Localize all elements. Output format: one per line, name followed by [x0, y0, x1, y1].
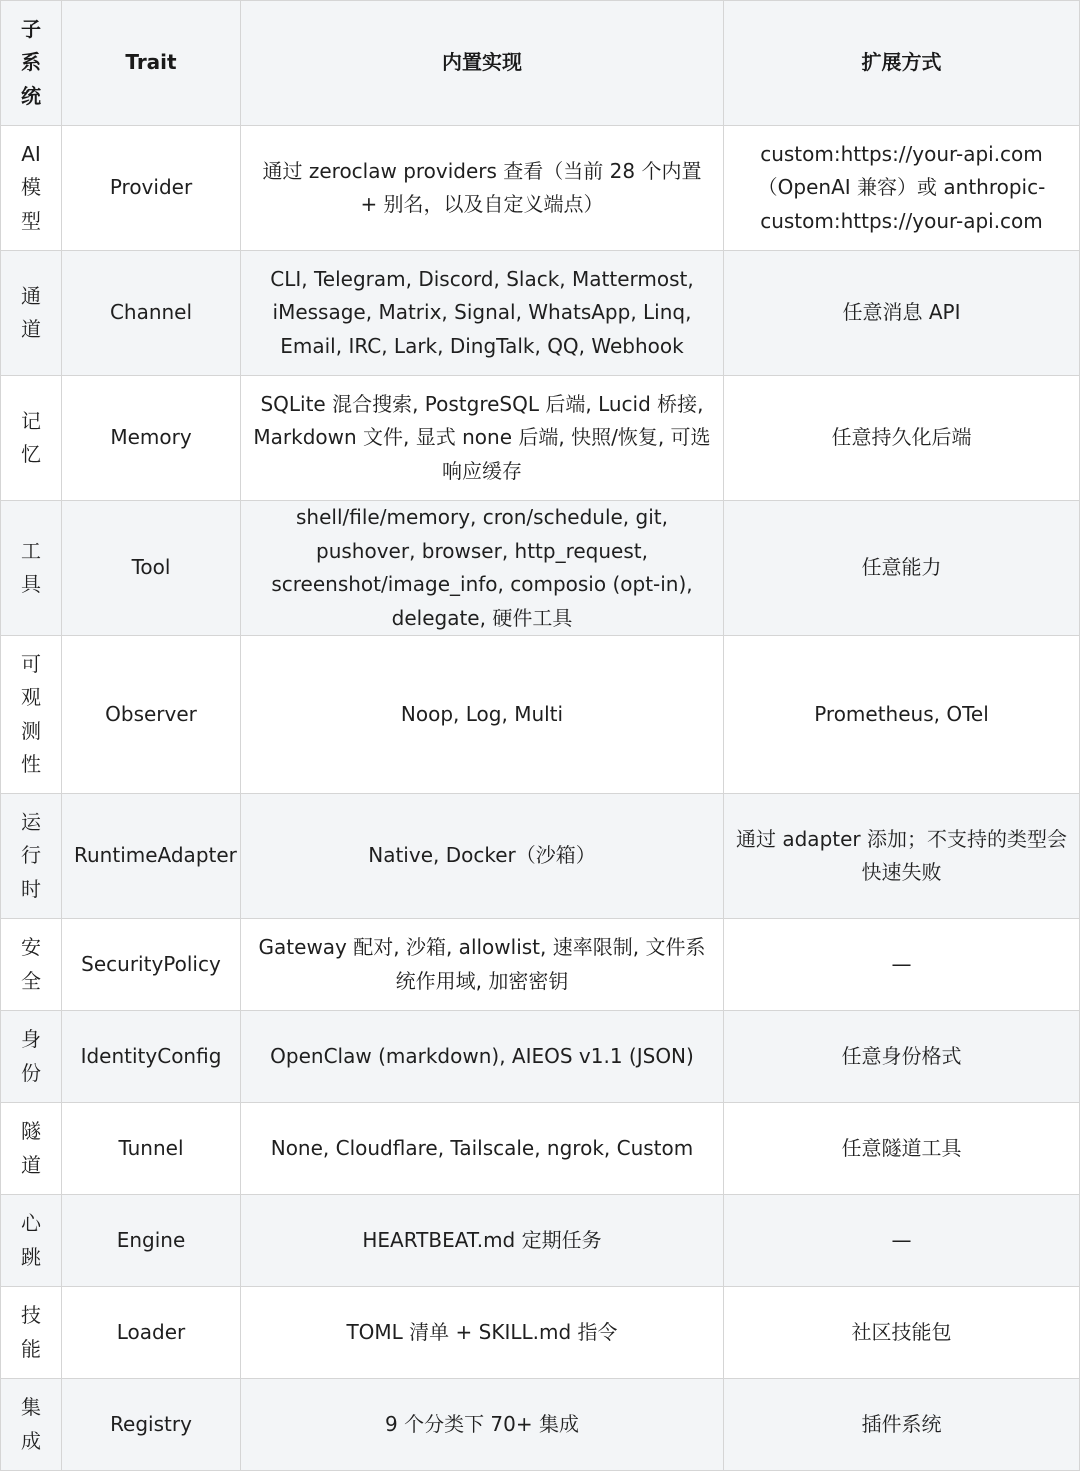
- cell-trait: Tunnel: [62, 1103, 241, 1195]
- cell-trait: Channel: [62, 251, 241, 376]
- cell-builtin: shell/file/memory, cron/schedule, git, pushover, browser, http_request, screenshot/image_info, composio (opt-in), delegate, 硬件工具: [241, 501, 724, 636]
- cell-builtin: SQLite 混合搜索, PostgreSQL 后端, Lucid 桥接, Markdown 文件, 显式 none 后端, 快照/恢复, 可选响应缓存: [241, 376, 724, 501]
- table-row: [1, 636, 1080, 794]
- cell-subsystem: 安全: [1, 919, 62, 1011]
- cell-trait: Loader: [62, 1287, 241, 1379]
- table-body: [1, 126, 1080, 1471]
- cell-trait: RuntimeAdapter: [62, 794, 241, 919]
- table-row: [1, 919, 1080, 1011]
- cell-trait: IdentityConfig: [62, 1011, 241, 1103]
- cell-trait: Observer: [62, 636, 241, 794]
- table-row: [1, 1379, 1080, 1471]
- cell-subsystem: 技能: [1, 1287, 62, 1379]
- table-row: [1, 376, 1080, 501]
- table-row: [1, 126, 1080, 251]
- cell-subsystem: 记忆: [1, 376, 62, 501]
- header-row: [1, 1, 1080, 126]
- header-builtin: 内置实现: [241, 1, 724, 126]
- cell-builtin: TOML 清单 + SKILL.md 指令: [241, 1287, 724, 1379]
- cell-builtin: 9 个分类下 70+ 集成: [241, 1379, 724, 1471]
- cell-builtin: Native, Docker（沙箱）: [241, 794, 724, 919]
- header-extension: 扩展方式: [724, 1, 1080, 126]
- table-row: [1, 794, 1080, 919]
- header-trait: Trait: [62, 1, 241, 126]
- cell-trait: Tool: [62, 501, 241, 636]
- cell-trait: Provider: [62, 126, 241, 251]
- cell-builtin: Noop, Log, Multi: [241, 636, 724, 794]
- cell-extension: —: [724, 919, 1080, 1011]
- cell-subsystem: 通道: [1, 251, 62, 376]
- cell-subsystem: 运行时: [1, 794, 62, 919]
- cell-builtin: HEARTBEAT.md 定期任务: [241, 1195, 724, 1287]
- cell-extension: 插件系统: [724, 1379, 1080, 1471]
- cell-extension: 任意持久化后端: [724, 376, 1080, 501]
- cell-builtin: CLI, Telegram, Discord, Slack, Mattermost, iMessage, Matrix, Signal, WhatsApp, Linq, Email, IRC, Lark, DingTalk, QQ, Webhook: [241, 251, 724, 376]
- cell-builtin: None, Cloudflare, Tailscale, ngrok, Custom: [241, 1103, 724, 1195]
- cell-extension: Prometheus, OTel: [724, 636, 1080, 794]
- table-row: [1, 1195, 1080, 1287]
- cell-extension: custom:https://your-api.com（OpenAI 兼容）或 anthropic-custom:https://your-api.com: [724, 126, 1080, 251]
- cell-trait: Engine: [62, 1195, 241, 1287]
- cell-subsystem: 可观测性: [1, 636, 62, 794]
- cell-subsystem: 集成: [1, 1379, 62, 1471]
- cell-trait: Registry: [62, 1379, 241, 1471]
- cell-extension: 任意能力: [724, 501, 1080, 636]
- cell-builtin: OpenClaw (markdown), AIEOS v1.1 (JSON): [241, 1011, 724, 1103]
- cell-builtin: 通过 zeroclaw providers 查看（当前 28 个内置 + 别名，以及自定义端点）: [241, 126, 724, 251]
- table-row: [1, 501, 1080, 636]
- cell-extension: 任意隧道工具: [724, 1103, 1080, 1195]
- cell-subsystem: 心跳: [1, 1195, 62, 1287]
- table-row: [1, 1011, 1080, 1103]
- cell-subsystem: 隧道: [1, 1103, 62, 1195]
- table-row: [1, 1103, 1080, 1195]
- table-row: [1, 1287, 1080, 1379]
- cell-extension: 通过 adapter 添加；不支持的类型会快速失败: [724, 794, 1080, 919]
- cell-subsystem: 工具: [1, 501, 62, 636]
- table-header: [1, 1, 1080, 126]
- cell-extension: —: [724, 1195, 1080, 1287]
- cell-extension: 社区技能包: [724, 1287, 1080, 1379]
- table-row: [1, 251, 1080, 376]
- cell-trait: SecurityPolicy: [62, 919, 241, 1011]
- cell-subsystem: 身份: [1, 1011, 62, 1103]
- cell-extension: 任意身份格式: [724, 1011, 1080, 1103]
- header-subsystem: 子系统: [1, 1, 62, 126]
- cell-trait: Memory: [62, 376, 241, 501]
- cell-subsystem: AI模型: [1, 126, 62, 251]
- cell-extension: 任意消息 API: [724, 251, 1080, 376]
- cell-builtin: Gateway 配对, 沙箱, allowlist, 速率限制, 文件系统作用域, 加密密钥: [241, 919, 724, 1011]
